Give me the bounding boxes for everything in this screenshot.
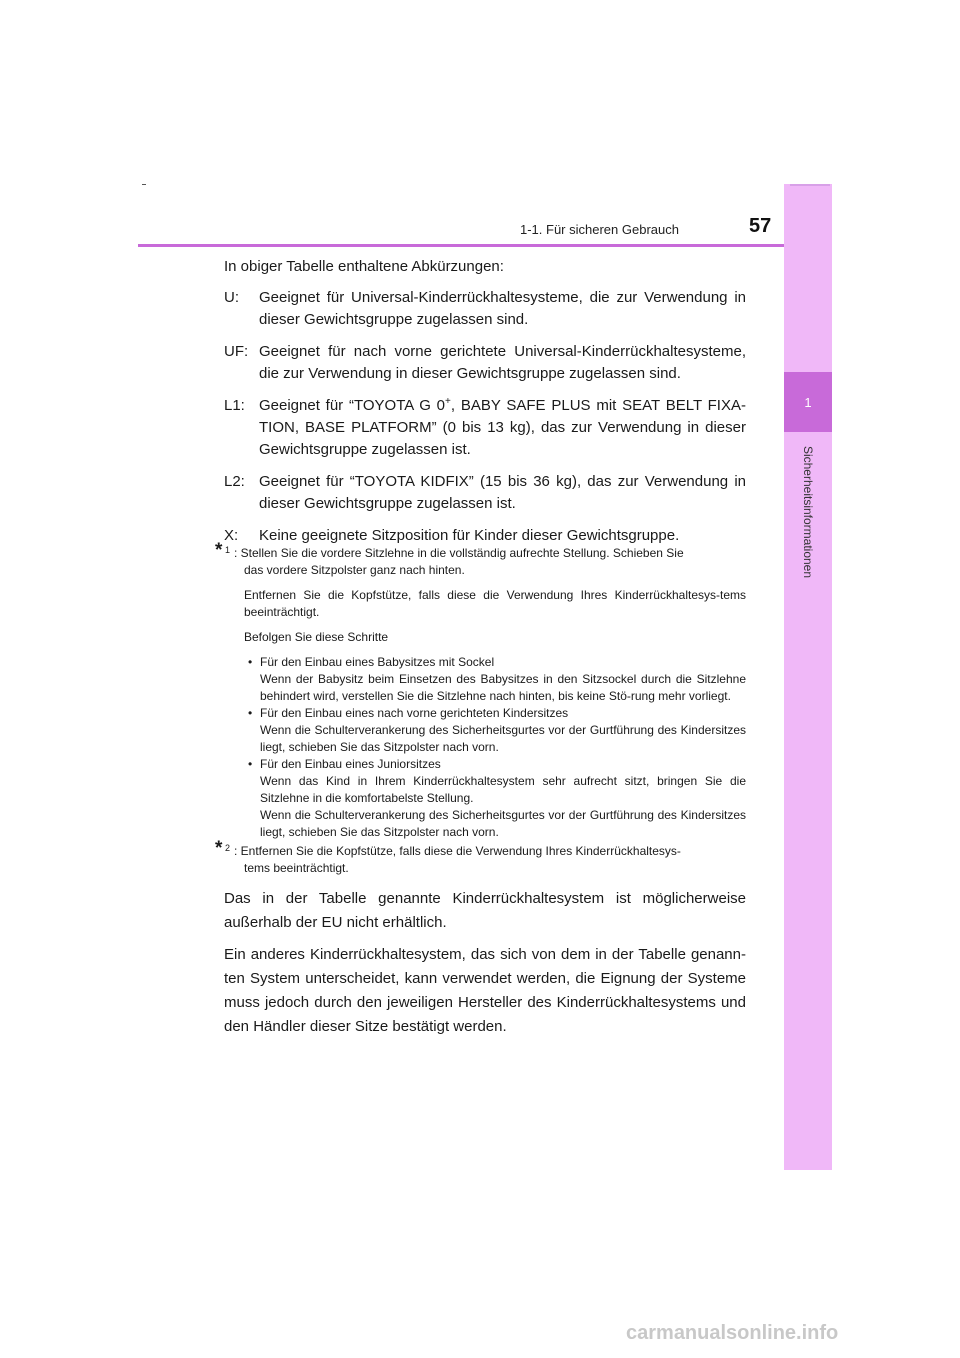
superscript-plus: + [445,396,451,407]
list-item [244,756,746,841]
step-title: Für den Einbau eines nach vorne gerichteten Kindersitzes [260,706,569,720]
footnote-star: * [215,540,223,561]
abbreviation-key: U: [224,289,239,306]
bullet-icon: • [248,655,253,669]
steps-list [224,654,746,841]
body-paragraph: Das in der Tabelle genannte Kinderrückhaltesystem ist möglicherweise außerhalb der EU nicht erhältlich. [224,890,746,931]
step-text: Wenn das Kind in Ihrem Kinderrückhaltesystem sehr aufrecht sitzt, bringen Sie die Sitzlehne in die komfortabelste Stellung. [260,774,746,805]
footnote-2 [215,838,746,877]
abbreviation-item [224,395,746,461]
abbreviation-key: L1: [224,397,245,414]
section-title: 1-1. Für sicheren Gebrauch [520,222,679,237]
intro-text: In obiger Tabelle enthaltene Abkürzungen: [224,258,504,275]
side-tab-mark [790,184,830,186]
footnote-paragraph: Entfernen Sie die Kopfstütze, falls diese die Verwendung Ihres Kinderrückhaltesys-tems beeinträchtigt. [244,588,746,619]
crop-mark [142,184,146,185]
footnote-number: 1 [225,545,231,555]
abbreviation-item [224,471,746,515]
list-item [244,654,746,705]
footnote-text: tems beeinträchtigt. [244,861,349,875]
abbreviation-key: X: [224,527,239,544]
step-text: Wenn die Schulterverankerung des Sicherheitsgurtes vor der Gurtführung des Kindersitzes liegt, schieben Sie das Sitzpolster nach vorn. [260,808,746,839]
page-number: 57 [749,215,772,237]
footnote-number: 2 [225,843,231,853]
page-content [215,256,746,1039]
abbreviation-key: UF: [224,343,249,360]
header-rule [138,244,832,247]
footnote-text: das vordere Sitzpolster ganz nach hinten. [244,563,465,577]
footnote-1 [215,540,746,841]
abbreviation-item [224,287,746,331]
abbreviation-desc: Keine geeignete Sitzposition für Kinder dieser Gewichtsgruppe. [259,527,680,544]
step-title: Für den Einbau eines Juniorsitzes [260,757,441,771]
abbreviation-desc: Geeignet für Universal-Kinderrückhaltesysteme, die zur Verwendung in dieser Gewichtsgruppe zugelassen sind. [259,289,746,328]
bullet-icon: • [248,706,253,720]
chapter-title: Sicherheitsinformationen [801,445,815,579]
step-text: Wenn der Babysitz beim Einsetzen des Babysitzes in den Sitzsockel durch die Sitzlehne behindert wird, verstellen Sie die Sitzlehne nach hinten, bis keine Stö-rung mehr vorliegt. [260,672,746,703]
abbreviation-desc [259,395,746,461]
desc-part: , BABY SAFE PLUS mit SEAT BELT FIXA-TION, BASE PLATFORM” (0 bis 13 kg), das zur Verwendung in dieser Gewichtsgruppe zugelassen ist. [259,397,746,458]
abbreviation-key: L2: [224,473,245,490]
abbreviation-desc: Geeignet für “TOYOTA KIDFIX” (15 bis 36 kg), das zur Verwendung in dieser Gewichtsgruppe zugelassen ist. [259,473,746,512]
abbreviation-item [224,341,746,385]
footnotes [215,540,746,877]
chapter-number-box: 1 [784,372,832,432]
list-item [244,705,746,756]
chapter-side-tab [784,184,832,1170]
step-title: Für den Einbau eines Babysitzes mit Sockel [260,655,495,669]
step-text: Wenn die Schulterverankerung des Sicherheitsgurtes vor der Gurtführung des Kindersitzes liegt, schieben Sie das Sitzpolster nach vorn. [260,723,746,754]
abbreviation-item [224,525,746,547]
footnote-text: : Stellen Sie die vordere Sitzlehne in die vollständig aufrechte Stellung. Schieben Sie [234,546,684,560]
footnote-star: * [215,838,223,859]
footnote-paragraph: Befolgen Sie diese Schritte [244,630,389,644]
bullet-icon: • [248,757,253,771]
footnote-text: : Entfernen Sie die Kopfstütze, falls diese die Verwendung Ihres Kinderrückhaltesys- [234,844,681,858]
body-paragraph: Ein anderes Kinderrückhaltesystem, das sich von dem in der Tabelle genann-ten System unterscheidet, kann verwendet werden, die Eignung der Systeme muss jedoch durch den jeweiligen Hersteller des Kinderrückhaltesystems und den Händler dieser Sitze bestätigt werden. [224,946,746,1035]
abbreviation-desc: Geeignet für nach vorne gerichtete Universal-Kinderrückhaltesysteme, die zur Verwendung in dieser Gewichtsgruppe zugelassen sind. [259,343,746,382]
desc-part: Geeignet für “TOYOTA G 0 [259,397,446,414]
watermark: carmanualsonline.info [626,1322,839,1344]
